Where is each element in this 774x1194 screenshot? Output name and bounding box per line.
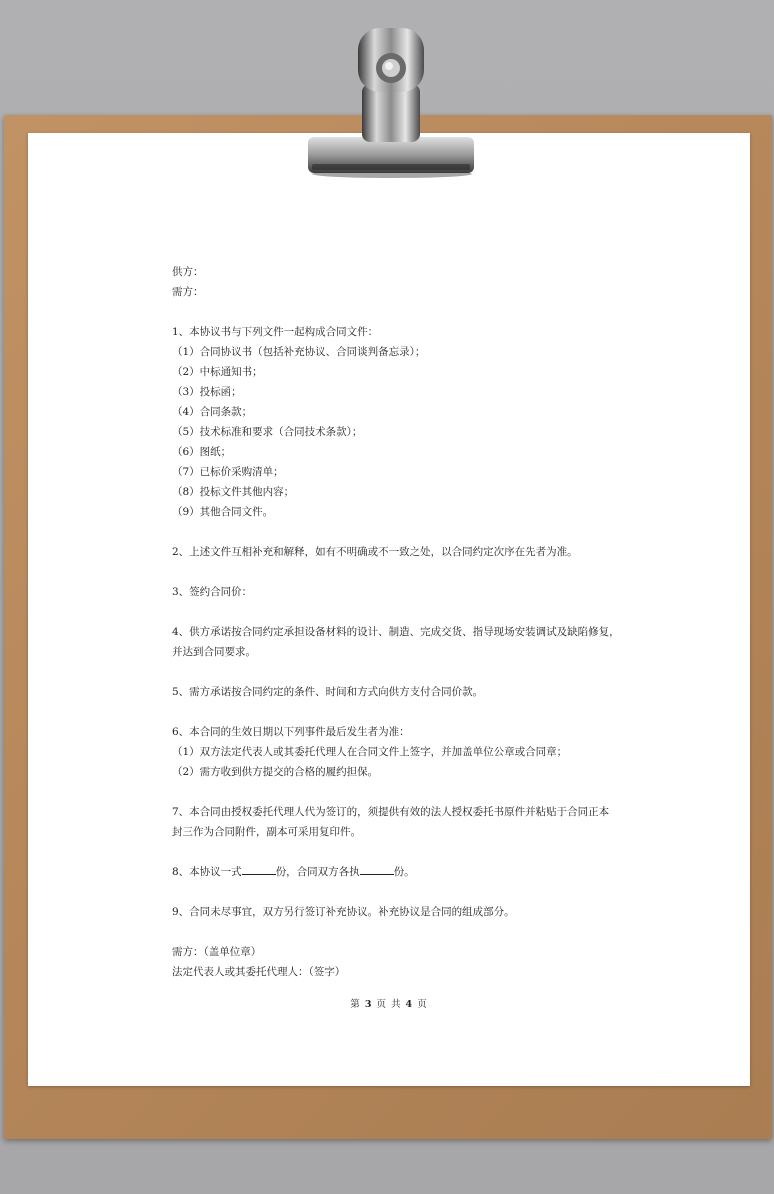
footer-suffix: 页 (417, 999, 428, 1010)
clause-8 (172, 862, 612, 882)
clause-4-line: 4、供方承诺按合同约定承担设备材料的设计、制造、完成交货、指导现场安装调试及缺陷修复， (172, 626, 620, 638)
clause-5: 5、需方承诺按合同约定的条件、时间和方式向供方支付合同价款。 (172, 686, 484, 698)
copies-blank (242, 862, 276, 875)
clause-6-heading: 6、本合同的生效日期以下列事件最后发生者为准： (172, 726, 410, 738)
clause-1-heading: 1、本协议书与下列文件一起构成合同文件： (172, 326, 379, 338)
binder-clip-icon (300, 24, 480, 179)
clause-1-item: （3）投标函； (172, 386, 242, 398)
clause-2: 2、上述文件互相补充和解释，如有不明确或不一致之处，以合同约定次序在先者为准。 (172, 546, 578, 558)
clause-8-part2: 份，合同双方各执 (275, 866, 360, 878)
clause-1-item: （2）中标通知书； (172, 366, 263, 378)
each-party-blank (360, 862, 394, 875)
buyer-line: 需方： (172, 286, 204, 298)
clause-1-item: （6）图纸； (172, 446, 232, 458)
clause-1-item: （1）合同协议书（包括补充协议、合同谈判备忘录）； (172, 346, 426, 358)
contract-document (172, 262, 620, 982)
clause-9: 9、合同未尽事宜，双方另行签订补充协议。补充协议是合同的组成部分。 (172, 906, 515, 918)
representative-signature-line: 法定代表人或其委托代理人：（签字） (172, 966, 346, 978)
clause-7-line: 7、本合同由授权委托代理人代为签订的，须提供有效的法人授权委托书原件并粘贴于合同正本 (172, 806, 610, 818)
supplier-line: 供方： (172, 266, 204, 278)
clause-3: 3、签约合同价： (172, 586, 253, 598)
clause-1-item: （4）合同条款； (172, 406, 253, 418)
total-pages: 4 (405, 999, 414, 1010)
clause-6-item: （2）需方收到供方提交的合格的履约担保。 (172, 766, 379, 778)
page-footer (28, 996, 750, 1010)
clause-8-part1: 8、本协议一式 (172, 866, 242, 878)
page-number: 3 (364, 999, 373, 1010)
clause-1-item: （8）投标文件其他内容； (172, 486, 295, 498)
clause-8-part3: 份。 (393, 866, 415, 878)
clause-6-item: （1）双方法定代表人或其委托代理人在合同文件上签字，并加盖单位公章或合同章； (172, 746, 568, 758)
footer-middle: 页 共 (376, 999, 402, 1010)
clause-1-item: （5）技术标准和要求（合同技术条款）； (172, 426, 363, 438)
clause-4-line: 并达到合同要求。 (172, 646, 256, 658)
clause-7-line: 封三作为合同附件，副本可采用复印件。 (172, 826, 361, 838)
buyer-seal-line: 需方：（盖单位章） (172, 946, 262, 958)
footer-prefix: 第 (350, 999, 361, 1010)
clause-1-item: （7）已标价采购清单； (172, 466, 284, 478)
clause-1-item: （9）其他合同文件。 (172, 506, 274, 518)
